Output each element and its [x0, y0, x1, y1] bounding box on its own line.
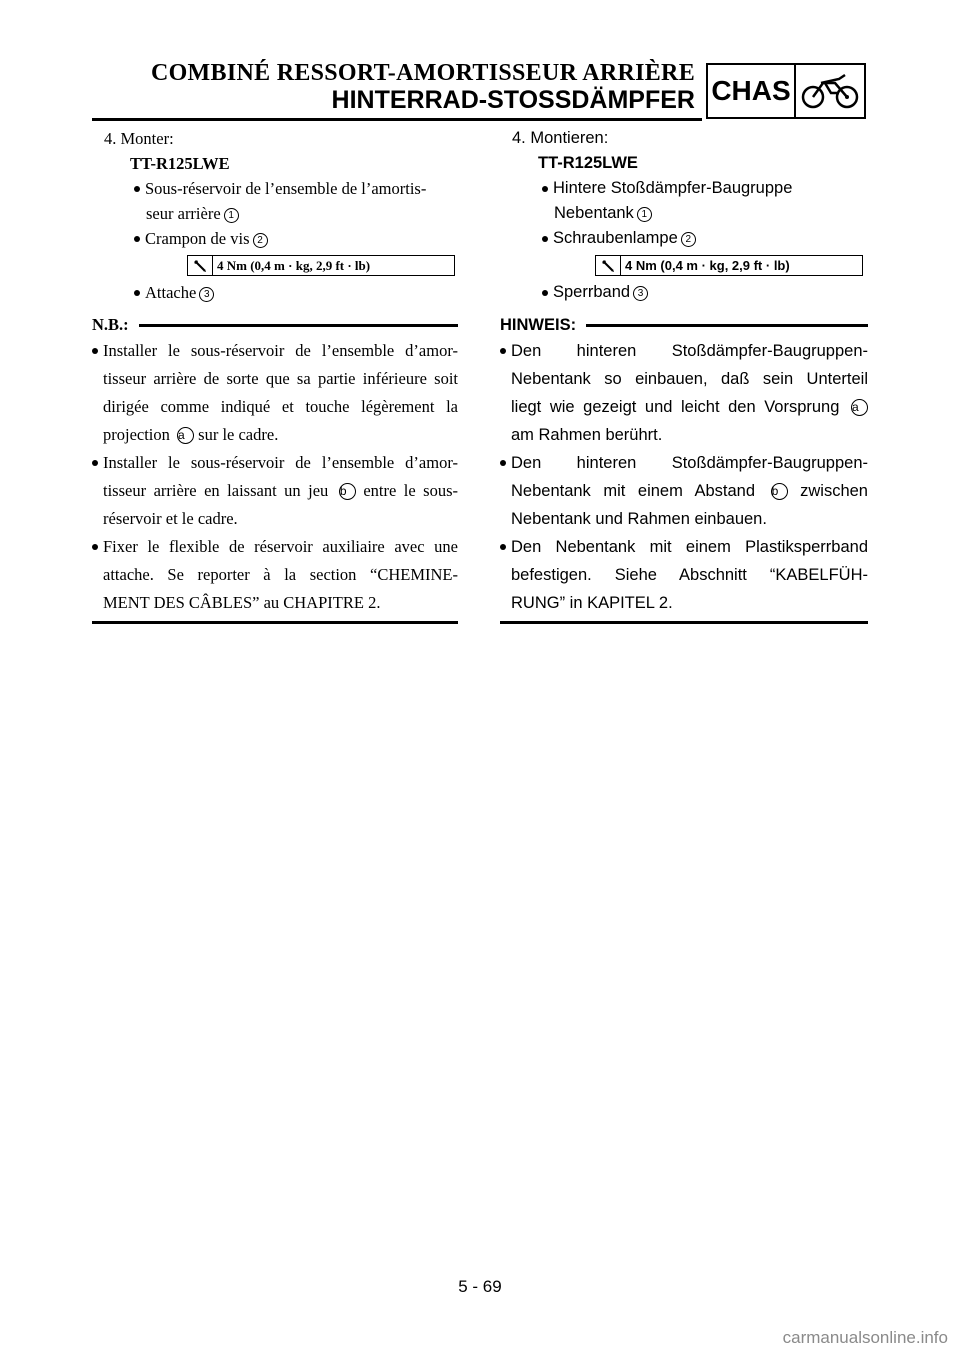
model-label: TT-R125LWE — [130, 154, 230, 173]
section-title-german: HINTERRAD-STOSSDÄMPFER — [331, 86, 695, 114]
reference-marker: a — [851, 399, 868, 416]
reference-marker: 1 — [637, 207, 652, 222]
reference-marker: 3 — [199, 287, 214, 302]
torque-value: 4 Nm (0,4 m · kg, 2,9 ft · lb) — [625, 258, 790, 273]
wrench-icon — [188, 256, 213, 275]
section-badge — [706, 63, 866, 119]
wrench-icon — [596, 256, 621, 275]
note-end-rule — [92, 621, 458, 624]
note-heading: HINWEIS: — [500, 313, 868, 337]
model-label: TT-R125LWE — [538, 154, 638, 172]
list-item: Sperrband 3 — [500, 280, 868, 305]
reference-marker: 1 — [224, 208, 239, 223]
list-item-continued: Nebentank 1 — [500, 201, 868, 226]
reference-marker: 2 — [681, 232, 696, 247]
note-item: Fixer le flexible de réservoir auxiliaire avec une attache. Se reporter à la section “CHEMINE- MENT DES CÂBLES” au CHAPITRE 2. — [92, 533, 458, 617]
step-heading: 4. Monter: — [104, 129, 174, 148]
note-item: Installer le sous-réservoir de l’ensemble d’amor- tisseur arrière en laissant un jeu b entre le sous- réservoir et le cadre. — [92, 449, 458, 533]
note-heading: N.B.: — [92, 313, 458, 337]
torque-spec-box — [187, 255, 455, 276]
page-number: 5 - 69 — [458, 1277, 502, 1296]
note-item: Installer le sous-réservoir de l’ensemble d’amor- tisseur arrière de sorte que sa partie inférieure soit dirigée comme indiqué et touche légèrement la projection a sur le cadre. — [92, 337, 458, 449]
french-column — [92, 126, 458, 624]
list-item: Hintere Stoßdämpfer-Baugruppe — [500, 176, 868, 201]
list-item: Sous-réservoir de l’ensemble de l’amortis- — [92, 176, 458, 201]
note-item: Den hinteren Stoßdämpfer-Baugruppen- Nebentank so einbauen, daß sein Unterteil liegt wie gezeigt und leicht den Vorsprung a am Rahmen berührt. — [500, 337, 868, 449]
list-item: Crampon de vis 2 — [92, 226, 458, 251]
reference-marker: 2 — [253, 233, 268, 248]
note-end-rule — [500, 621, 868, 624]
reference-marker: 3 — [633, 286, 648, 301]
reference-marker: a — [177, 427, 194, 444]
note-item: Den hinteren Stoßdämpfer-Baugruppen- Nebentank mit einem Abstand b zwischen Nebentank und Rahmen einbauen. — [500, 449, 868, 533]
torque-spec-box — [595, 255, 863, 276]
step-heading: 4. Montieren: — [512, 129, 609, 147]
section-title-french: COMBINÉ RESSORT-AMORTISSEUR ARRIÈRE — [150, 60, 695, 86]
torque-value: 4 Nm (0,4 m · kg, 2,9 ft · lb) — [217, 257, 371, 273]
motorcycle-icon — [796, 65, 864, 117]
note-item: Den Nebentank mit einem Plastiksperrband befestigen. Siehe Abschnitt “KABELFÜH- RUNG” in KAPITEL 2. — [500, 533, 868, 617]
list-item-continued: seur arrière 1 — [92, 201, 458, 226]
reference-marker: b — [771, 483, 788, 500]
list-item: Schraubenlampe 2 — [500, 226, 868, 251]
watermark-text: carmanualsonline.info — [782, 1328, 948, 1347]
german-column — [500, 126, 868, 624]
header-rule — [92, 118, 702, 121]
reference-marker: b — [339, 483, 356, 500]
list-item: Attache 3 — [92, 280, 458, 305]
section-code-label: CHAS — [708, 65, 796, 117]
